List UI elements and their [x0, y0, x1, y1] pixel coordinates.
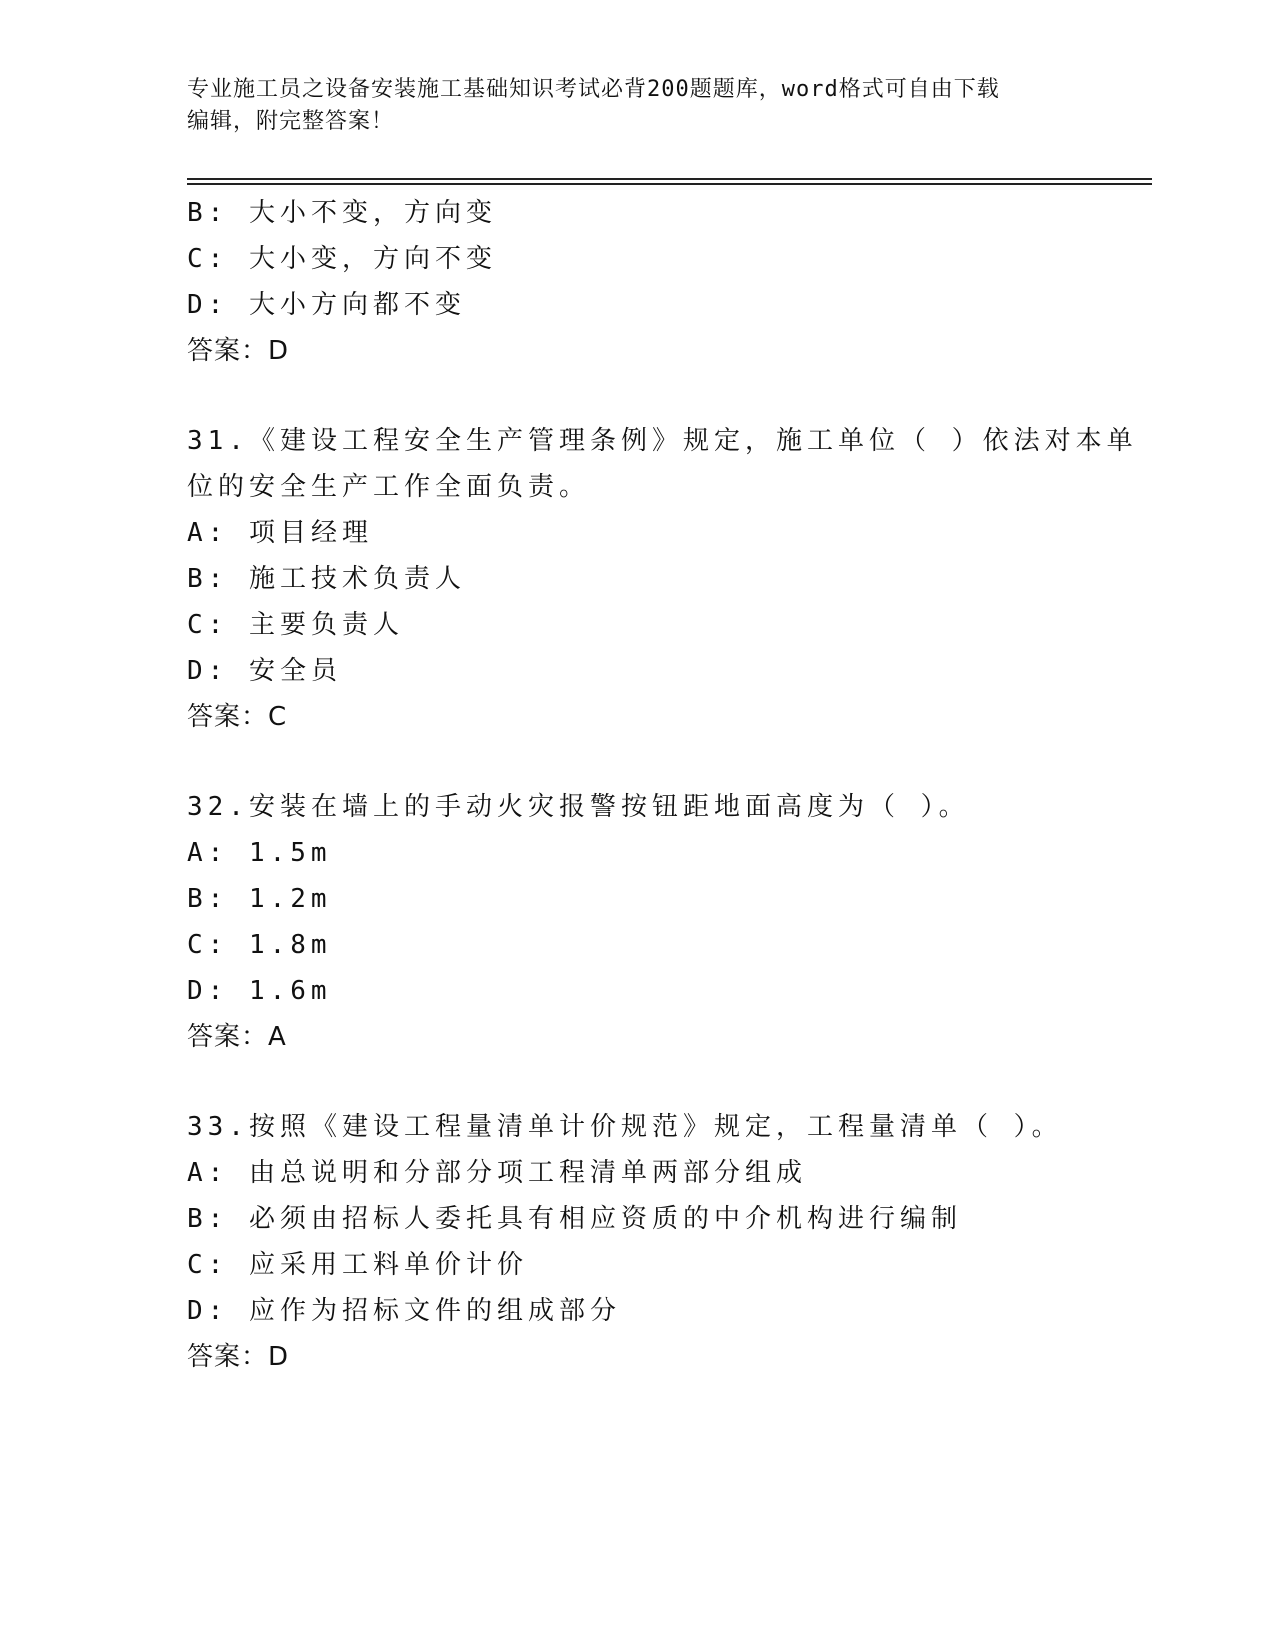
option-b: B: 施工技术负责人 [187, 564, 466, 594]
option-d: D: 1.6m [187, 976, 332, 1006]
question-stem-continued: 位的安全生产工作全面负责。 [187, 472, 591, 502]
question-list [187, 190, 1138, 1380]
option-c: C: 大小变，方向不变 [187, 244, 497, 274]
option-b: B: 必须由招标人委托具有相应资质的中介机构进行编制 [187, 1204, 962, 1234]
option-d: D: 应作为招标文件的组成部分 [187, 1296, 621, 1326]
header-divider-bottom [187, 183, 1152, 185]
option-d: D: 安全员 [187, 656, 342, 686]
question-stem: 31.《建设工程安全生产管理条例》规定，施工单位（ ）依法对本单 [187, 426, 1138, 456]
option-a: A: 1.5m [187, 838, 332, 868]
option-a: A: 由总说明和分部分项工程清单两部分组成 [187, 1158, 807, 1188]
previous-question-options [187, 190, 1087, 374]
question-32 [187, 784, 1087, 1060]
option-b: B: 大小不变，方向变 [187, 198, 497, 228]
header-line-1: 专业施工员之设备安装施工基础知识考试必背200题题库，word格式可自由下载 [187, 77, 1000, 102]
answer-line: 答案：C [187, 702, 288, 732]
question-33 [187, 1104, 1087, 1380]
header-divider-top [187, 178, 1152, 180]
option-c: C: 应采用工料单价计价 [187, 1250, 528, 1280]
option-c: C: 主要负责人 [187, 610, 404, 640]
option-d: D: 大小方向都不变 [187, 290, 466, 320]
document-header [187, 74, 1087, 138]
option-b: B: 1.2m [187, 884, 332, 914]
header-line-2: 编辑，附完整答案！ [187, 109, 395, 134]
answer-line: 答案：D [187, 1342, 290, 1372]
answer-line: 答案：D [187, 336, 290, 366]
question-stem: 33.按照《建设工程量清单计价规范》规定，工程量清单（ ）。 [187, 1112, 1063, 1142]
answer-line: 答案：A [187, 1022, 287, 1052]
option-c: C: 1.8m [187, 930, 332, 960]
question-stem: 32.安装在墙上的手动火灾报警按钮距地面高度为（ ）。 [187, 792, 970, 822]
option-a: A: 项目经理 [187, 518, 373, 548]
question-31 [187, 418, 1138, 740]
